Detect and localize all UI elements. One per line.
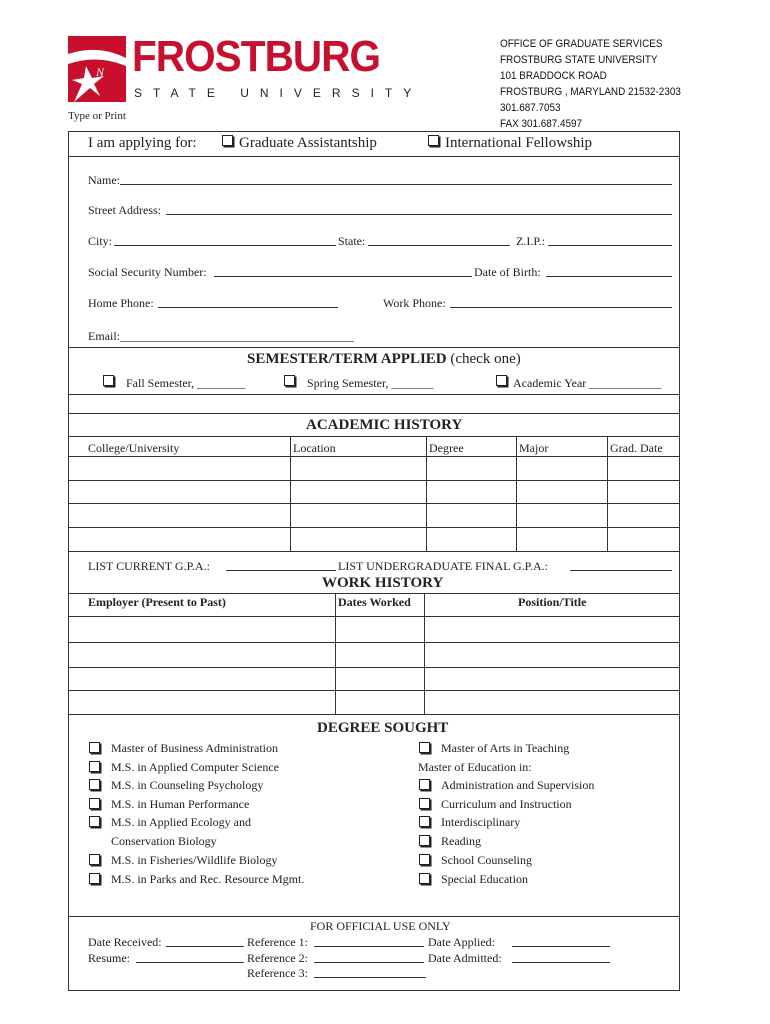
state-label: State: [338, 234, 366, 248]
divider [68, 413, 680, 414]
email-field[interactable]: Email:_______________________________________ [88, 329, 354, 343]
divider [68, 593, 680, 594]
official-use-heading: FOR OFFICIAL USE ONLY [310, 919, 451, 933]
address-line: FROSTBURG , MARYLAND 21532-2303 [500, 86, 681, 98]
home-phone-label: Home Phone: [88, 296, 154, 310]
ssn-field[interactable] [214, 276, 472, 277]
table-row[interactable] [68, 527, 680, 528]
date-applied-label: Date Applied: [428, 935, 495, 949]
name-field[interactable] [120, 184, 672, 185]
divider [68, 551, 680, 552]
degree-option-continued: Conservation Biology [111, 834, 217, 848]
table-col-divider [426, 436, 427, 551]
table-row[interactable] [68, 616, 680, 617]
checkbox-icon[interactable] [89, 854, 100, 865]
checkbox-icon[interactable] [419, 742, 430, 753]
degree-option: Reading [441, 834, 481, 848]
zip-label: Z.I.P.: [516, 234, 546, 248]
dob-field[interactable] [546, 276, 672, 277]
table-row[interactable] [68, 667, 680, 668]
checkbox-icon[interactable] [89, 779, 100, 790]
ssn-label: Social Security Number: [88, 265, 207, 279]
university-subtitle: STATE UNIVERSITY [134, 86, 423, 100]
reference-1-field[interactable] [314, 946, 424, 947]
reference-2-label: Reference 2: [247, 951, 308, 965]
degree-option: M.S. in Applied Ecology and [111, 815, 251, 829]
university-logo-mark [68, 36, 126, 102]
checkbox-icon[interactable] [419, 835, 430, 846]
option-academic-year[interactable]: Academic Year ____________ [496, 375, 661, 391]
address-line: 101 BRADDOCK ROAD [500, 70, 607, 82]
col-position: Position/Title [518, 595, 587, 609]
checkbox-icon[interactable] [428, 135, 439, 146]
university-name: FROSTBURG [132, 32, 381, 81]
checkbox-icon[interactable] [89, 761, 100, 772]
col-location: Location [293, 441, 336, 455]
gpa-current-field[interactable] [226, 570, 336, 571]
address-line: OFFICE OF GRADUATE SERVICES [500, 38, 663, 50]
logo-letter: N [96, 65, 105, 79]
checkbox-icon[interactable] [103, 375, 114, 386]
home-phone-field[interactable] [158, 307, 338, 308]
checkbox-icon[interactable] [496, 375, 507, 386]
checkbox-icon[interactable] [419, 854, 430, 865]
degree-option: M.S. in Fisheries/Wildlife Biology [111, 853, 278, 867]
degree-option: Special Education [441, 872, 528, 886]
table-row[interactable] [68, 690, 680, 691]
degree-option: Interdisciplinary [441, 815, 521, 829]
date-applied-field[interactable] [512, 946, 610, 947]
state-field[interactable] [368, 245, 510, 246]
divider [68, 394, 680, 395]
table-row[interactable] [68, 642, 680, 643]
gpa-final-field[interactable] [570, 570, 672, 571]
table-row[interactable] [68, 503, 680, 504]
option-fall-semester[interactable]: Fall Semester, ________ [103, 375, 245, 391]
applying-label: I am applying for: [88, 135, 197, 151]
resume-field[interactable] [136, 962, 244, 963]
work-history-heading: WORK HISTORY [322, 575, 444, 591]
street-label: Street Address: [88, 203, 161, 217]
date-received-field[interactable] [166, 946, 244, 947]
degree-option: Administration and Supervision [441, 778, 595, 792]
type-or-print-note: Type or Print [68, 110, 126, 122]
resume-label: Resume: [88, 951, 130, 965]
option-spring-semester[interactable]: Spring Semester, _______ [284, 375, 434, 391]
date-admitted-label: Date Admitted: [428, 951, 502, 965]
degree-sought-heading: DEGREE SOUGHT [317, 720, 449, 736]
degree-option: M.S. in Applied Computer Science [111, 760, 279, 774]
table-col-divider [335, 593, 336, 714]
checkbox-icon[interactable] [89, 798, 100, 809]
col-employer: Employer (Present to Past) [88, 595, 226, 609]
table-col-divider [290, 436, 291, 551]
col-degree: Degree [429, 441, 464, 455]
gpa-final-label: LIST UNDERGRADUATE FINAL G.P.A.: [338, 559, 549, 573]
work-phone-label: Work Phone: [383, 296, 446, 310]
work-phone-field[interactable] [450, 307, 672, 308]
address-line: FROSTBURG STATE UNIVERSITY [500, 54, 658, 66]
semester-heading: SEMESTER/TERM APPLIED (check one) [247, 351, 521, 367]
academic-history-heading: ACADEMIC HISTORY [306, 417, 463, 433]
checkbox-icon[interactable] [89, 873, 100, 884]
date-admitted-field[interactable] [512, 962, 610, 963]
checkbox-icon[interactable] [284, 375, 295, 386]
divider [68, 156, 680, 157]
table-col-divider [516, 436, 517, 551]
address-line: 301.687.7053 [500, 102, 561, 114]
degree-option: School Counseling [441, 853, 533, 867]
col-major: Major [519, 441, 549, 455]
office-address [500, 36, 681, 132]
col-grad-date: Grad. Date [610, 441, 663, 455]
divider [68, 347, 680, 348]
reference-2-field[interactable] [314, 962, 424, 963]
option-graduate-assistantship[interactable]: Graduate Assistantship [222, 135, 377, 152]
degree-option: M.S. in Counseling Psychology [111, 778, 264, 792]
date-received-label: Date Received: [88, 935, 162, 949]
checkbox-icon[interactable] [419, 779, 430, 790]
city-field[interactable] [114, 245, 336, 246]
col-college: College/University [88, 441, 180, 455]
option-international-fellowship[interactable]: International Fellowship [428, 135, 592, 152]
table-col-divider [607, 436, 608, 551]
checkbox-icon[interactable] [419, 873, 430, 884]
checkbox-icon[interactable] [222, 135, 233, 146]
table-row[interactable] [68, 456, 680, 457]
address-line: FAX 301.687.4597 [500, 118, 583, 130]
checkbox-icon[interactable] [89, 816, 100, 827]
col-dates-worked: Dates Worked [338, 595, 411, 609]
zip-field[interactable] [548, 245, 672, 246]
checkbox-icon[interactable] [419, 816, 430, 827]
divider [68, 436, 680, 437]
degree-option: Master of Arts in Teaching [441, 741, 570, 755]
city-label: City: [88, 234, 113, 248]
checkbox-icon[interactable] [89, 742, 100, 753]
table-row[interactable] [68, 480, 680, 481]
reference-3-field[interactable] [314, 977, 426, 978]
reference-3-label: Reference 3: [247, 966, 308, 980]
checkbox-icon[interactable] [419, 798, 430, 809]
divider [68, 916, 680, 917]
name-label: Name: [88, 173, 120, 187]
degree-option: M.S. in Human Performance [111, 797, 250, 811]
reference-1-label: Reference 1: [247, 935, 308, 949]
table-col-divider [424, 593, 425, 714]
gpa-current-label: LIST CURRENT G.P.A.: [88, 559, 210, 573]
degree-option: Curriculum and Instruction [441, 797, 572, 811]
degree-option: M.S. in Parks and Rec. Resource Mgmt. [111, 872, 305, 886]
med-heading: Master of Education in: [418, 760, 532, 774]
street-field[interactable] [166, 214, 672, 215]
divider [68, 714, 680, 715]
degree-option: Master of Business Administration [111, 741, 278, 755]
logo-star-icon [68, 36, 126, 102]
dob-label: Date of Birth: [474, 265, 541, 279]
